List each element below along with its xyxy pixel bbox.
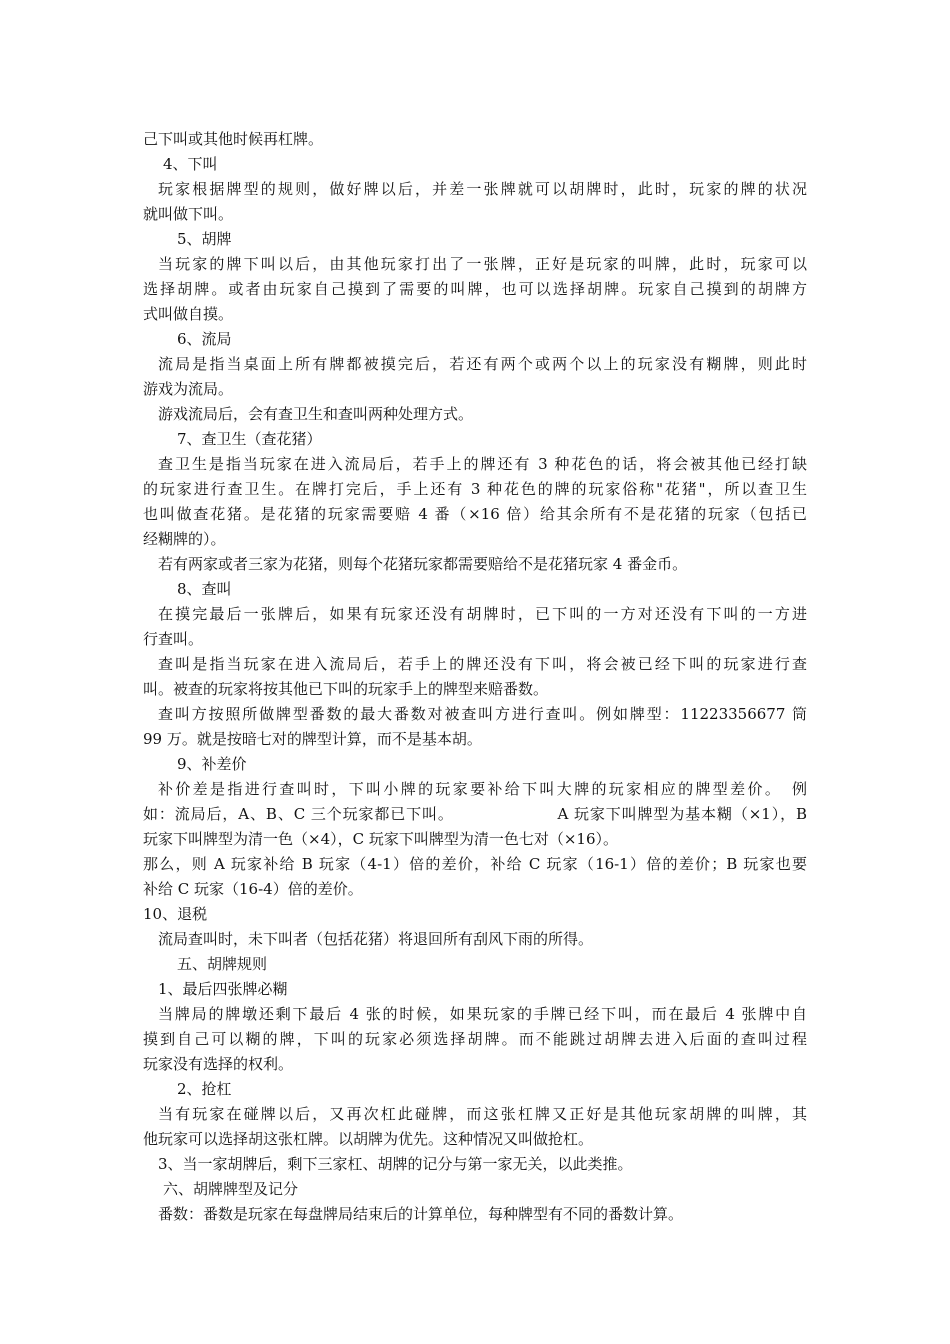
section-heading: 9、补差价 [177, 755, 247, 773]
section-heading: 2、抢杠 [177, 1080, 232, 1098]
section-heading: 8、查叫 [177, 580, 232, 598]
text-line: 选择胡牌。或者由玩家自己摸到了需要的叫牌，也可以选择胡牌。玩家自己摸到的胡牌方 [143, 280, 807, 298]
text-line: 99 万。就是按暗七对的牌型计算，而不是基本胡。 [143, 730, 482, 748]
section-heading: 6、流局 [177, 330, 232, 348]
text-line: 游戏为流局。 [143, 380, 234, 398]
text-line: 的玩家进行查卫生。在牌打完后，手上还有 3 种花色的牌的玩家俗称"花猪"，所以查卫生 [143, 480, 807, 498]
text-line: 叫。被查的玩家将按其他已下叫的玩家手上的牌型来赔番数。 [143, 680, 549, 698]
section-heading: 5、胡牌 [177, 230, 232, 248]
text-line: 补给 C 玩家（16-4）倍的差价。 [143, 880, 363, 898]
text-line: 摸到自己可以糊的牌，下叫的玩家必须选择胡牌。而不能跳过胡牌去进入后面的查叫过程 [143, 1030, 807, 1048]
section-heading: 10、退税 [143, 905, 208, 923]
section-heading: 五、胡牌规则 [177, 955, 268, 973]
text-line: 也叫做查花猪。是花猪的玩家需要赔 4 番（×16 倍）给其余所有不是花猪的玩家（包括已 [143, 505, 807, 523]
text-line: 玩家下叫牌型为清一色（×4），C 玩家下叫牌型为清一色七对（×16）。 [143, 830, 619, 848]
text-line: 查卫生是指当玩家在进入流局后，若手上的牌还有 3 种花色的话，将会被其他已经打缺 [158, 455, 807, 473]
text-line: 经糊牌的）。 [143, 530, 226, 548]
text-line: 番数：番数是玩家在每盘牌局结束后的计算单位，每种牌型有不同的番数计算。 [158, 1205, 684, 1223]
text-line: 那么，则 A 玩家补给 B 玩家（4-1）倍的差价，补给 C 玩家（16-1）倍的差价；B 玩家也要 [143, 855, 807, 873]
text-line: 补价差是指进行查叫时，下叫小牌的玩家要补给下叫大牌的玩家相应的牌型差价。 例 [158, 780, 807, 798]
text-line: 就叫做下叫。 [143, 205, 234, 223]
text-line: 己下叫或其他时候再杠牌。 [143, 130, 324, 148]
text-line: 3、当一家胡牌后，剩下三家杠、胡牌的记分与第一家无关，以此类推。 [158, 1155, 633, 1173]
section-heading: 六、胡牌牌型及记分 [163, 1180, 299, 1198]
text-line: 玩家根据牌型的规则，做好牌以后，并差一张牌就可以胡牌时，此时，玩家的牌的状况 [158, 180, 807, 198]
text-line: 游戏流局后，会有查卫生和查叫两种处理方式。 [158, 405, 474, 423]
text-line: 在摸完最后一张牌后，如果有玩家还没有胡牌时，已下叫的一方对还没有下叫的一方进 [158, 605, 807, 623]
text-line: 行查叫。 [143, 630, 204, 648]
text-line: 查叫方按照所做牌型番数的最大番数对被查叫方进行查叫。例如牌型：11223356677 筒 [158, 705, 807, 723]
text-line: 当玩家的牌下叫以后，由其他玩家打出了一张牌，正好是玩家的叫牌，此时，玩家可以 [158, 255, 807, 273]
section-heading: 4、下叫 [163, 155, 218, 173]
text-line: 流局是指当桌面上所有牌都被摸完后，若还有两个或两个以上的玩家没有糊牌，则此时 [158, 355, 807, 373]
text-line: 式叫做自摸。 [143, 305, 234, 323]
text-line: 当有玩家在碰牌以后，又再次杠此碰牌，而这张杠牌又正好是其他玩家胡牌的叫牌，其 [158, 1105, 807, 1123]
section-heading: 1、最后四张牌必糊 [158, 980, 288, 998]
section-heading: 7、查卫生（查花猪） [177, 430, 322, 448]
text-line: 当牌局的牌墩还剩下最后 4 张的时候，如果玩家的手牌已经下叫，而在最后 4 张牌中自 [158, 1005, 807, 1023]
text-line: 查叫是指当玩家在进入流局后，若手上的牌还没有下叫，将会被已经下叫的玩家进行查 [158, 655, 807, 673]
text-line: 玩家没有选择的权利。 [143, 1055, 294, 1073]
text-line: 若有两家或者三家为花猪，则每个花猪玩家都需要赔给不是花猪玩家 4 番金币。 [158, 555, 688, 573]
text-line: 流局查叫时，未下叫者（包括花猪）将退回所有刮风下雨的所得。 [158, 930, 594, 948]
text-line: 如：流局后，A、B、C 三个玩家都已下叫。 A 玩家下叫牌型为基本糊（×1），B [143, 805, 807, 823]
text-line: 他玩家可以选择胡这张杠牌。以胡牌为优先。这种情况又叫做抢杠。 [143, 1130, 594, 1148]
